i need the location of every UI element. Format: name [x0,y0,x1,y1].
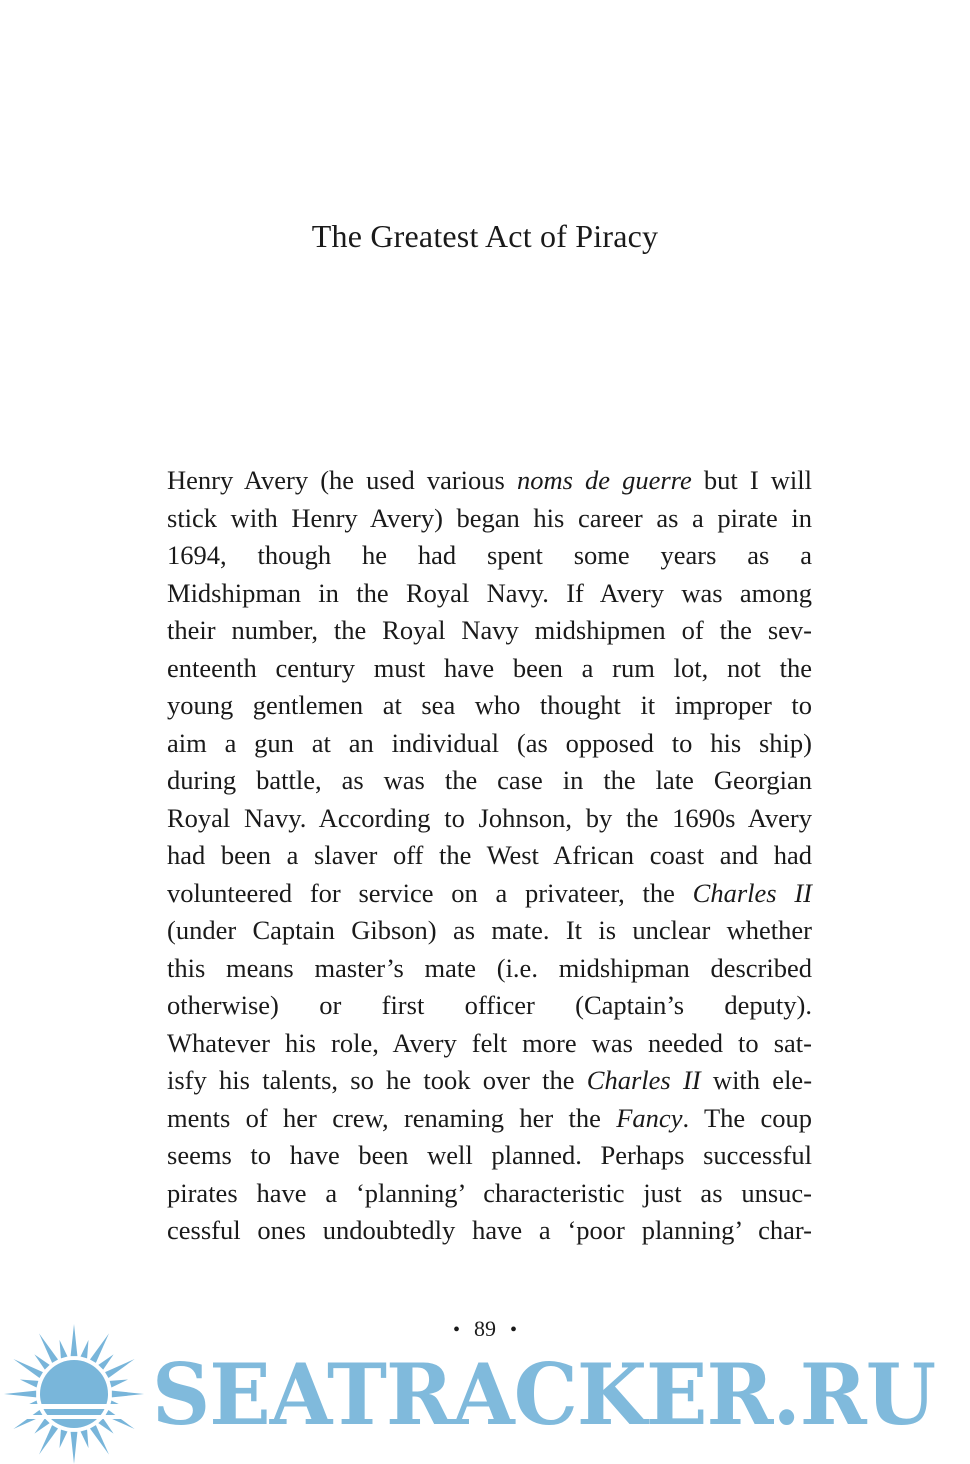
text-line: cessful ones undoubtedly have a ‘poor planning’ char- [167,1215,812,1245]
sun-ray [105,1410,135,1429]
text-line: stick with Henry Avery) began his career as a pirate in [167,502,812,533]
text-line: their number, the Royal Navy midshipmen of the sev- [167,615,812,645]
sun-ray [80,1430,88,1448]
sun-ray [60,1340,68,1358]
sun-ray [60,1430,68,1448]
sun-ray [71,1432,78,1464]
chapter-title: The Greatest Act of Piracy [311,218,659,254]
text-line: had been a slaver off the West African coast and had [167,840,812,870]
page-number-bullet-left: • [452,1319,460,1341]
text-line: Royal Navy. According to Johnson, by the 1690s Avery [167,802,812,833]
watermark-text: SEATRACKER.RU [152,1345,936,1444]
body-paragraph [167,462,812,1250]
italic-term: Charles II [692,877,813,908]
sun-horizon-line-2 [14,1415,136,1419]
sun-ray [34,1418,49,1433]
sun-ray [34,1354,49,1369]
text-line: young gentlemen at sea who thought it improper to [167,690,812,720]
page-number-bullet-right: • [510,1319,518,1341]
sun-ray [110,1380,128,1388]
italic-term: Fancy [616,1102,683,1133]
text-line: during battle, as was the case in the late Georgian [167,765,812,795]
sun-ray [39,1425,58,1455]
italic-term: noms de guerre [516,465,692,495]
sun-ray [39,1333,58,1363]
italic-term: Charles II [586,1065,701,1095]
text-line: this means master’s mate (i.e. midshipman described [167,952,812,983]
page-number: 89 [474,1316,496,1341]
text-line: (under Captain Gibson) as mate. It is unclear whether [167,915,812,945]
text-line: seems to have been well planned. Perhaps successful [167,1140,812,1170]
text-line: enteenth century must have been a rum lot, not the [167,652,812,683]
sun-ray [98,1418,113,1433]
sun-horizon-line [14,1404,136,1409]
sun-ray [90,1333,109,1363]
sun-ray [20,1380,38,1388]
sun-ray [4,1391,36,1398]
text-line: 1694, though he had spent some years as a [167,540,812,570]
sun-ray [112,1391,144,1398]
text-line: isfy his talents, so he took over the Charles II with ele- [167,1065,813,1095]
sun-ray [98,1354,113,1369]
text-line: Henry Avery (he used various noms de guerre but I will [167,465,812,495]
text-line: ments of her crew, renaming her the Fancy. The coup [167,1102,812,1133]
sun-ray [13,1359,43,1378]
sun-ray [13,1410,43,1429]
sun-ray [105,1359,135,1378]
text-line: otherwise) or first officer (Captain’s deputy). [167,990,812,1020]
text-line: Whatever his role, Avery felt more was needed to sat- [167,1027,812,1058]
text-line: aim a gun at an individual (as opposed to his ship) [167,727,812,758]
text-line: pirates have a ‘planning’ characteristic just as unsuc- [167,1177,812,1208]
sun-ray [71,1324,78,1356]
text-line: Midshipman in the Royal Navy. If Avery was among [167,577,812,608]
text-line: volunteered for service on a privateer, the Charles II [167,877,813,908]
sun-ray [90,1425,109,1455]
sun-ray [80,1340,88,1358]
